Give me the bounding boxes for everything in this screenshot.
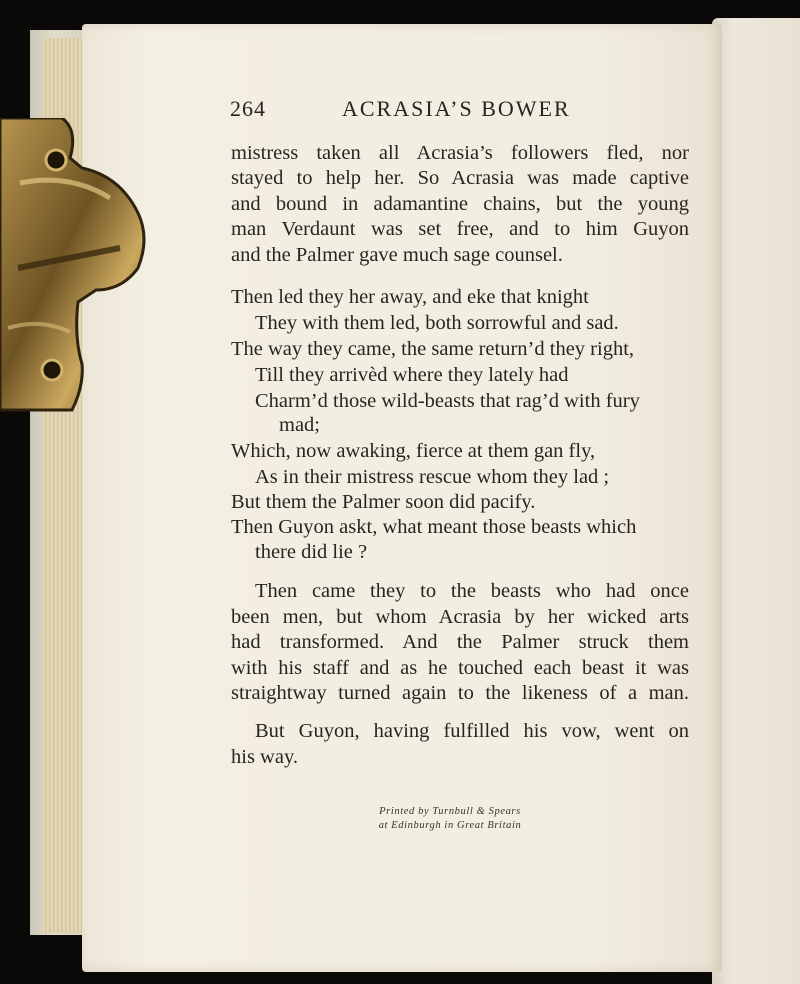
verse-line: Till they arrivèd where they lately had bbox=[255, 364, 569, 386]
page-number: 264 bbox=[230, 96, 266, 121]
brass-clasp-icon bbox=[0, 118, 150, 418]
imprint-line-2: at Edinburgh in Great Britain bbox=[378, 820, 522, 831]
text-line: But Guyon, having fulfilled his vow, went on bbox=[255, 720, 689, 742]
verse-line: mad; bbox=[279, 414, 320, 436]
text-line: his way. bbox=[231, 746, 298, 768]
verse-line: They with them led, both sorrowful and sad. bbox=[255, 312, 619, 334]
text-line: Then came they to the beasts who had once bbox=[255, 580, 689, 602]
text-line: and the Palmer gave much sage counsel. bbox=[231, 244, 563, 266]
text-line: stayed to help her. So Acrasia was made captive bbox=[231, 167, 689, 189]
verse-line: The way they came, the same return’d they right, bbox=[231, 338, 635, 360]
verse-line: there did lie ? bbox=[255, 541, 368, 563]
verse-line: But them the Palmer soon did pacify. bbox=[231, 491, 536, 513]
verse-line: Then Guyon askt, what meant those beasts which bbox=[231, 516, 637, 538]
running-title: ACRASIA’S BOWER bbox=[342, 96, 571, 121]
verse-line: Charm’d those wild-beasts that rag’d with fury bbox=[255, 390, 640, 412]
verse-line: Then led they her away, and eke that knight bbox=[231, 286, 589, 308]
verse-line: As in their mistress rescue whom they lad ; bbox=[255, 466, 610, 488]
text-line: straightway turned again to the likeness of a man. bbox=[231, 682, 689, 704]
verse-line: Which, now awaking, fierce at them gan fly, bbox=[231, 440, 596, 462]
running-header bbox=[230, 96, 690, 126]
text-line: and bound in adamantine chains, but the young bbox=[231, 193, 689, 215]
printer-imprint bbox=[320, 805, 580, 833]
imprint-line-1: Printed by Turnbull & Spears bbox=[379, 806, 521, 817]
text-line: with his staff and as he touched each beast it was bbox=[231, 657, 689, 679]
text-line: mistress taken all Acrasia’s followers fled, nor bbox=[231, 142, 689, 164]
text-line: had transformed. And the Palmer struck them bbox=[231, 631, 689, 653]
facing-page bbox=[712, 18, 800, 984]
text-line: been men, but whom Acrasia by her wicked arts bbox=[231, 606, 689, 628]
text-line: man Verdaunt was set free, and to him Guyon bbox=[231, 218, 689, 240]
